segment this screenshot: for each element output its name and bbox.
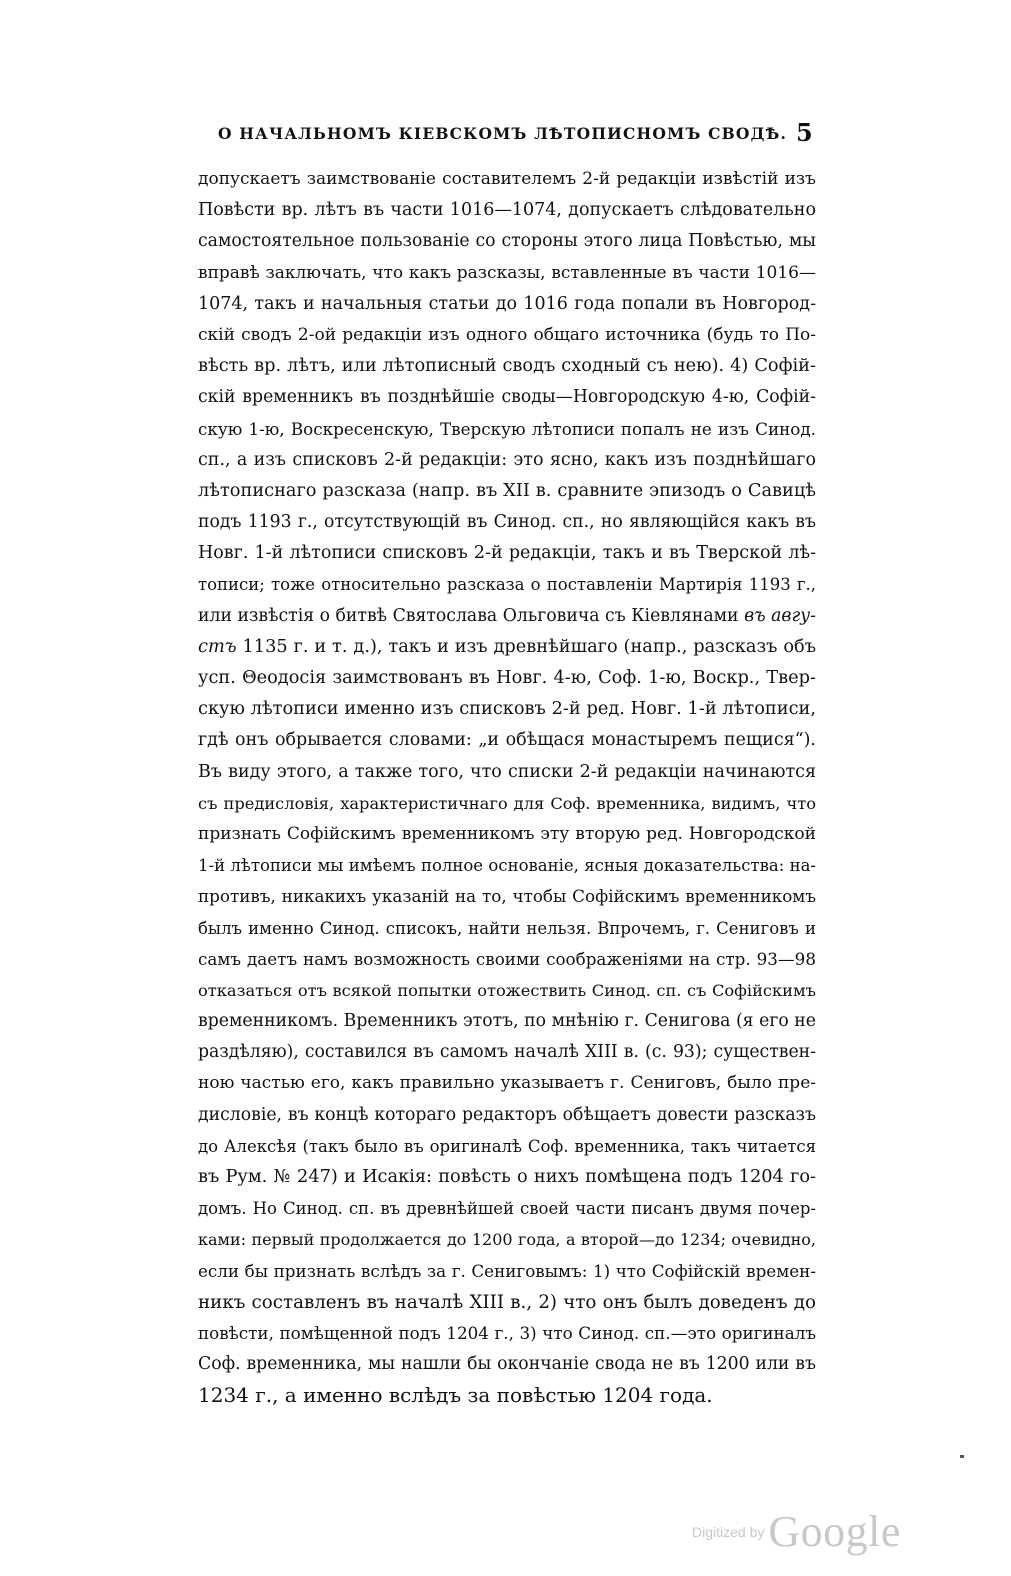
text-line bbox=[198, 1162, 816, 1193]
text-segment: гдѣ онъ обрывается словами: „и обѣщася монастыремъ пещися“). bbox=[198, 730, 816, 751]
digitized-watermark bbox=[692, 1506, 901, 1557]
text-segment: сп., а изъ списковъ 2-й редакціи: это ясно, какъ изъ позднѣйшаго bbox=[198, 449, 816, 470]
text-segment: подъ 1193 г., отсутствующій въ Синод. сп., но являющійся какъ въ bbox=[198, 512, 816, 533]
text-line bbox=[198, 476, 816, 507]
text-segment: повѣсти, помѣщенной подъ 1204 г., 3) что Синод. сп.—это оригиналъ bbox=[198, 1322, 816, 1343]
text-segment: вправѣ заключать, что какъ разсказы, вставленные въ части 1016— bbox=[198, 262, 816, 283]
google-logo: Google bbox=[768, 1507, 901, 1556]
text-line bbox=[198, 1256, 816, 1287]
text-segment: стъ bbox=[198, 636, 237, 657]
text-line bbox=[198, 1193, 816, 1224]
text-segment: если бы признать вслѣдъ за г. Сениговымъ: 1) что Софійскій времен- bbox=[198, 1260, 816, 1281]
text-segment: отказаться отъ всякой попытки отожествить Синод. сп. съ Софійскимъ bbox=[198, 980, 816, 1000]
text-line bbox=[198, 881, 816, 912]
text-line bbox=[198, 1349, 816, 1380]
text-line bbox=[198, 195, 816, 226]
text-line bbox=[198, 1068, 816, 1099]
text-line bbox=[198, 414, 816, 445]
text-line bbox=[198, 819, 816, 850]
text-segment: тописи; тоже относительно разсказа о поставленіи Мартирія 1193 г., bbox=[198, 575, 816, 595]
text-line bbox=[198, 1287, 816, 1318]
text-segment: Новг. 1-й лѣтописи списковъ 2-й редакціи, такъ и въ Тверской лѣ- bbox=[198, 543, 816, 564]
text-line bbox=[198, 351, 816, 382]
text-segment: въ авгу- bbox=[744, 605, 816, 626]
text-line bbox=[198, 850, 816, 881]
text-line bbox=[198, 788, 816, 819]
text-segment: самостоятельное пользованіе со стороны этого лица Повѣстью, мы bbox=[198, 231, 816, 252]
text-line bbox=[198, 1037, 816, 1068]
text-line bbox=[198, 663, 816, 694]
text-segment: Соф. временника, мы нашли бы окончаніе свода не въ 1200 или въ bbox=[198, 1354, 816, 1375]
text-segment: признать Софійскимъ временникомъ эту вторую ред. Новгородской bbox=[198, 823, 816, 844]
text-line bbox=[198, 1100, 816, 1131]
text-line bbox=[198, 226, 816, 257]
text-line bbox=[198, 382, 816, 413]
text-segment: самъ даетъ намъ возможность своими соображеніями на стр. 93—98 bbox=[198, 948, 816, 969]
text-line bbox=[198, 632, 816, 663]
text-line bbox=[198, 944, 816, 975]
text-segment: въ Рум. № 247) и Исакія: повѣсть о нихъ помѣщена подъ 1204 го- bbox=[198, 1167, 816, 1187]
text-line bbox=[198, 445, 816, 476]
text-segment: усп. Θеодосія заимствованъ въ Новг. 4-ю, Соф. 1-ю, Воскр., Твер- bbox=[198, 668, 816, 688]
text-segment: 1135 г. и т. д.), такъ и изъ древнѣйшаго (напр., разсказъ объ bbox=[236, 636, 816, 657]
text-segment: 1-й лѣтописи мы имѣемъ полное основаніе, ясныя доказательства: на- bbox=[198, 856, 816, 876]
text-segment: скую лѣтописи именно изъ списковъ 2-й ред. Новг. 1-й лѣтописи, bbox=[198, 699, 816, 720]
running-head: О НАЧАЛЬНОМЪ КІЕВСКОМЪ ЛѢТОПИСНОМЪ СВОДѢ. bbox=[218, 124, 788, 143]
text-line bbox=[198, 913, 816, 944]
body-text bbox=[198, 164, 816, 1412]
text-line bbox=[198, 757, 816, 788]
text-line bbox=[198, 164, 816, 195]
text-segment: Повѣсти вр. лѣтъ въ части 1016—1074, допускаетъ слѣдовательно bbox=[198, 200, 816, 221]
text-segment: скую 1-ю, Воскресенскую, Тверскую лѣтописи попалъ не изъ Синод. bbox=[198, 418, 816, 439]
text-segment: ною частью его, какъ правильно указываетъ г. Сениговъ, было пре- bbox=[198, 1073, 816, 1094]
text-segment: допускаетъ заимствованіе составителемъ 2-й редакціи извѣстій изъ bbox=[198, 169, 816, 189]
text-line bbox=[198, 538, 816, 569]
text-line bbox=[198, 694, 816, 725]
text-line bbox=[198, 975, 816, 1006]
text-segment: противъ, никакихъ указаній на то, чтобы Софійскимъ временникомъ bbox=[198, 886, 816, 907]
text-segment: скій временникъ въ позднѣйшіе своды—Новгородскую 4-ю, Софій- bbox=[198, 387, 816, 408]
text-line bbox=[198, 289, 816, 320]
text-line bbox=[198, 1224, 816, 1255]
text-line bbox=[198, 1380, 816, 1411]
text-segment: лѣтописнаго разсказа (напр. въ XII в. сравните эпизодъ о Савицѣ bbox=[198, 480, 816, 501]
text-segment: ками: первый продолжается до 1200 года, а второй—до 1234; очевидно, bbox=[198, 1230, 816, 1250]
text-segment: 1074, такъ и начальныя статьи до 1016 года попали въ Новгород- bbox=[198, 293, 816, 314]
text-segment: былъ именно Синод. списокъ, найти нельзя. Впрочемъ, г. Сениговъ и bbox=[198, 918, 816, 938]
page-number: 5 bbox=[796, 118, 813, 147]
text-segment: никъ составленъ въ началѣ XIII в., 2) что онъ былъ доведенъ до bbox=[198, 1291, 816, 1313]
text-segment: временникомъ. Временникъ этотъ, по мнѣнію г. Сенигова (я его не bbox=[198, 1011, 816, 1032]
text-segment: вѣсть вр. лѣтъ, или лѣтописный сводъ сходный съ нею). 4) Софій- bbox=[198, 356, 816, 377]
text-segment: или извѣстія о битвѣ Святослава Ольговича съ Кіевлянами bbox=[198, 605, 745, 626]
text-segment: съ предисловія, характеристичнаго для Соф. временника, видимъ, что bbox=[198, 793, 816, 813]
text-line bbox=[198, 320, 816, 351]
text-segment: скій сводъ 2-ой редакціи изъ одного общаго источника (будь то По- bbox=[198, 324, 816, 345]
text-line bbox=[198, 1318, 816, 1349]
text-line bbox=[198, 1006, 816, 1037]
text-line bbox=[198, 507, 816, 538]
text-line bbox=[198, 1131, 816, 1162]
stray-mark bbox=[960, 1455, 964, 1458]
text-segment: домъ. Но Синод. сп. въ древнѣйшей своей части писанъ двумя почер- bbox=[198, 1199, 816, 1219]
text-line bbox=[198, 258, 816, 289]
watermark-prefix: Digitized by bbox=[692, 1523, 765, 1540]
text-line bbox=[198, 725, 816, 756]
text-segment: Въ виду этого, а также того, что списки 2-й редакціи начинаются bbox=[198, 761, 816, 782]
text-line bbox=[198, 601, 816, 632]
text-segment: раздѣляю), составился въ самомъ началѣ XIII в. (с. 93); существен- bbox=[198, 1042, 816, 1063]
text-segment: 1234 г., а именно вслѣдъ за повѣстью 1204 года. bbox=[198, 1383, 713, 1408]
text-segment: до Алексѣя (такъ было въ оригиналѣ Соф. временника, такъ читается bbox=[198, 1136, 816, 1156]
text-line bbox=[198, 569, 816, 600]
text-segment: дисловіе, въ концѣ котораго редакторъ обѣщаетъ довести разсказъ bbox=[198, 1104, 816, 1125]
